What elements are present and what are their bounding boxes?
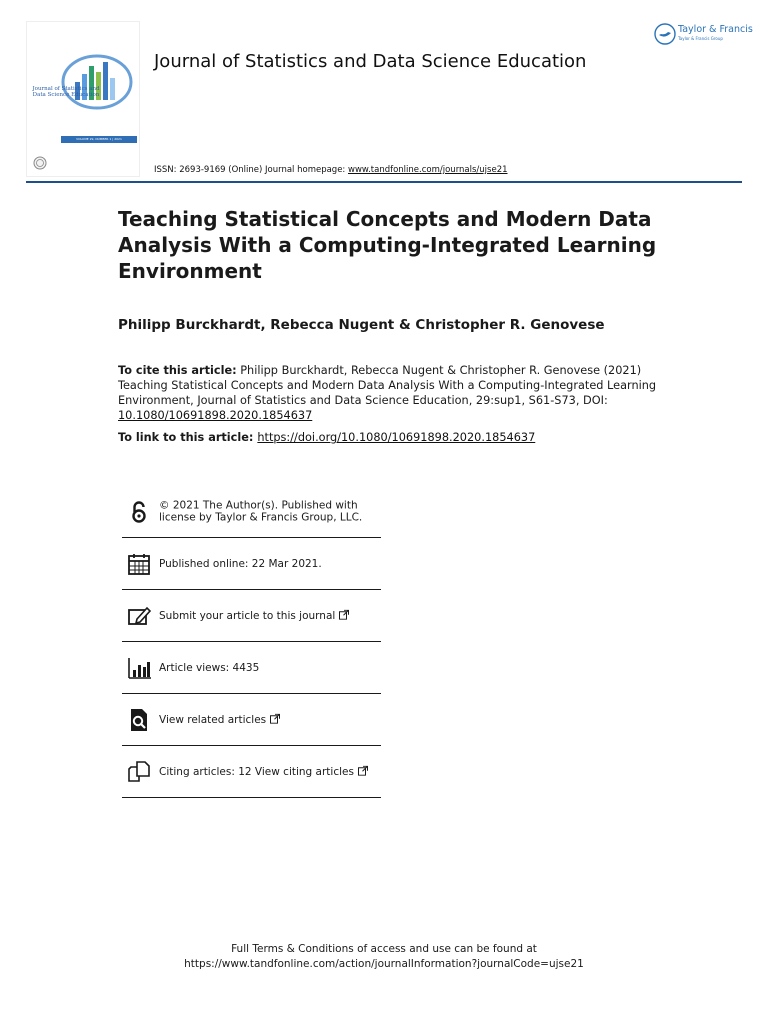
license-text: © 2021 The Author(s). Published with license by Taylor & Francis Group, LLC. <box>159 499 363 524</box>
terms-url[interactable]: https://www.tandfonline.com/action/journalInformation?journalCode=ujse21 <box>184 958 584 970</box>
license-item <box>122 486 381 538</box>
terms-footer <box>0 942 768 972</box>
external-link-icon <box>358 765 368 775</box>
submit-link[interactable] <box>159 609 379 622</box>
citation-block <box>118 363 658 423</box>
article-link-line <box>118 431 535 444</box>
publisher-logo-subtext: Taylor & Francis Group <box>678 36 723 41</box>
publisher-seal-icon <box>33 155 47 169</box>
published-text: Published online: 22 Mar 2021. <box>159 557 322 570</box>
journal-name: Journal of Statistics and Data Science Education <box>154 51 587 72</box>
article-title: Teaching Statistical Concepts and Modern Data Analysis With a Computing-Integrated Learning Environment <box>118 207 657 283</box>
external-link-icon <box>270 713 280 723</box>
article-authors: Philipp Burckhardt, Rebecca Nugent & Christopher R. Genovese <box>118 317 605 333</box>
taylor-francis-lamp-icon <box>654 23 676 45</box>
edit-icon <box>126 603 152 629</box>
citing-item[interactable] <box>122 746 381 798</box>
submit-item[interactable] <box>122 590 381 642</box>
issn-text: ISSN: 2693-9169 (Online) Journal homepage: <box>154 165 348 175</box>
cover-title: Journal of Statistics and Data Science Education <box>32 86 100 98</box>
journal-cover-image <box>27 22 139 176</box>
cite-text: Philipp Burckhardt, Rebecca Nugent & Christopher R. Genovese (2021) Teaching Statistical Concepts and Modern Data Analysis With a Computing-Integrated Learning Environment, Journal of Statistics and Data Science Education, 29:sup1, S61-S73, DOI: <box>118 364 657 407</box>
article-doi-link[interactable]: https://doi.org/10.1080/10691898.2020.1854637 <box>257 431 536 444</box>
published-item <box>122 538 381 590</box>
external-link-icon <box>339 609 349 619</box>
publisher-logo-text: Taylor & Francis <box>678 24 753 35</box>
open-access-icon <box>126 499 152 525</box>
views-text: Article views: 4435 <box>159 661 260 674</box>
terms-line: Full Terms & Conditions of access and use can be found at <box>231 943 537 955</box>
related-articles-search-icon <box>126 707 152 733</box>
journal-homepage-link[interactable]: www.tandfonline.com/journals/ujse21 <box>348 165 508 175</box>
cite-doi-link[interactable]: 10.1080/10691898.2020.1854637 <box>118 409 313 422</box>
article-info-list <box>122 486 381 798</box>
header-divider <box>26 181 742 183</box>
cite-label: To cite this article: <box>118 364 237 377</box>
related-label: View related articles <box>159 713 267 726</box>
taylor-francis-logo[interactable] <box>654 22 753 46</box>
citing-articles-icon <box>126 759 152 785</box>
views-item <box>122 642 381 694</box>
cover-volume-band: VOLUME 29, NUMBER 1 | 2021 <box>61 136 137 143</box>
submit-label: Submit your article to this journal <box>159 609 336 622</box>
link-label: To link to this article: <box>118 431 258 444</box>
related-link[interactable] <box>159 713 379 726</box>
bar-chart-icon <box>126 655 152 681</box>
citing-label: Citing articles: 12 View citing articles <box>159 765 354 778</box>
calendar-icon <box>126 551 152 577</box>
cover-bar-chart-illustration <box>57 52 137 112</box>
citing-link[interactable] <box>159 765 379 778</box>
related-item[interactable] <box>122 694 381 746</box>
issn-line <box>154 165 508 175</box>
